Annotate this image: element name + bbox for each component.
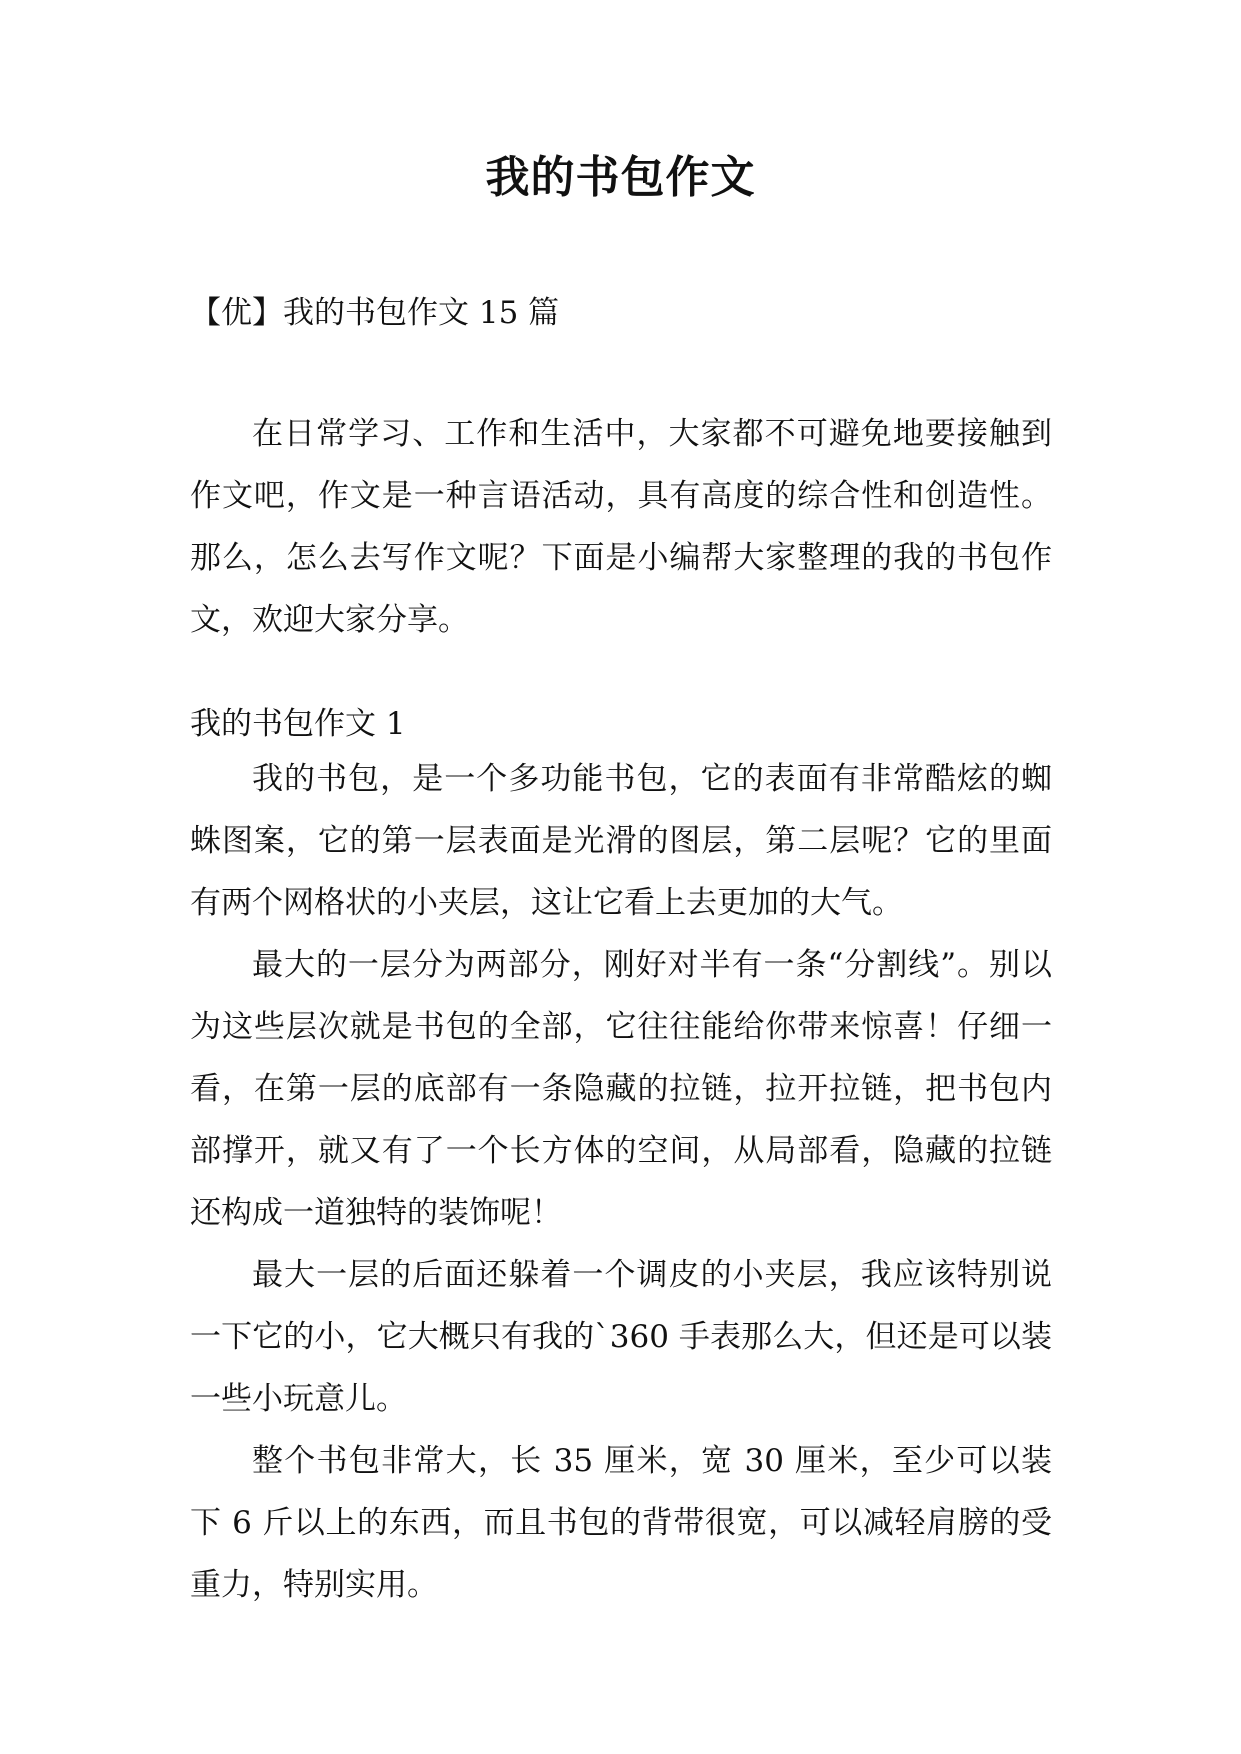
intro-section [190,403,1052,651]
essay-body [190,748,1052,1616]
body-paragraph: 最大一层的后面还躲着一个调皮的小夹层，我应该特别说一下它的小，它大概只有我的`360 手表那么大，但还是可以装一些小玩意儿。 [190,1257,1052,1417]
page-title: 我的书包作文 [485,152,756,203]
body-paragraph: 整个书包非常大，长 35 厘米，宽 30 厘米，至少可以装下 6 斤以上的东西，而且书包的背带很宽，可以减轻肩膀的受重力，特别实用。 [190,1443,1052,1603]
body-paragraph: 我的书包，是一个多功能书包，它的表面有非常酷炫的蜘蛛图案，它的第一层表面是光滑的图层，第二层呢？它的里面有两个网格状的小夹层，这让它看上去更加的大气。 [190,761,1052,921]
body-paragraph: 最大的一层分为两部分，刚好对半有一条“分割线”。别以为这些层次就是书包的全部，它往往能给你带来惊喜！仔细一看，在第一层的底部有一条隐藏的拉链，拉开拉链，把书包内部撑开，就又有了一个长方体的空间，从局部看，隐藏的拉链还构成一道独特的装饰呢！ [190,947,1052,1231]
intro-paragraph: 在日常学习、工作和生活中，大家都不可避免地要接触到作文吧，作文是一种言语活动，具有高度的综合性和创造性。那么，怎么去写作文呢？下面是小编帮大家整理的我的书包作文，欢迎大家分享。 [190,416,1052,638]
document-subtitle: 【优】我的书包作文 15 篇 [190,295,560,331]
section-heading: 我的书包作文 1 [190,706,406,742]
